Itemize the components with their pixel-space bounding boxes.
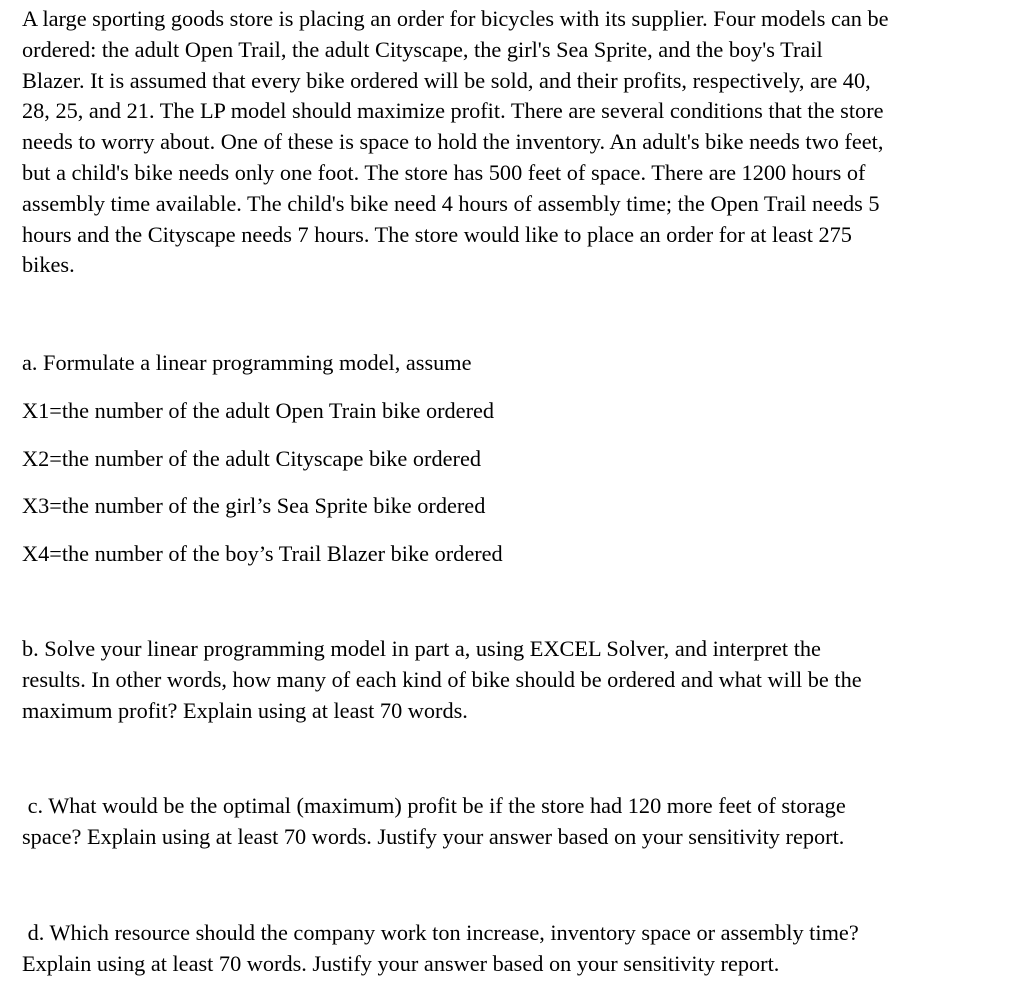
problem-statement bbox=[22, 4, 1007, 281]
problem-line: needs to worry about. One of these is space to hold the inventory. An adult's bike needs two feet, bbox=[22, 129, 884, 155]
part-a-prompt: a. Formulate a linear programming model, assume bbox=[22, 350, 472, 375]
problem-line: ordered: the adult Open Trail, the adult Cityscape, the girl's Sea Sprite, and the boy's Trail bbox=[22, 36, 823, 62]
problem-line: hours and the Cityscape needs 7 hours. The store would like to place an order for at least 275 bbox=[22, 221, 852, 247]
part-b-line: b. Solve your linear programming model in part a, using EXCEL Solver, and interpret the bbox=[22, 636, 821, 661]
problem-line: A large sporting goods store is placing an order for bicycles with its supplier. Four models can be bbox=[22, 6, 889, 31]
problem-line: but a child's bike needs only one foot. The store has 500 feet of space. There are 1200 hours of bbox=[22, 159, 866, 185]
part-c-line: space? Explain using at least 70 words. Justify your answer based on your sensitivity report. bbox=[22, 823, 845, 849]
part-b-line: maximum profit? Explain using at least 70 words. bbox=[22, 697, 468, 723]
variable-x2: X2=the number of the adult Cityscape bike ordered bbox=[22, 446, 481, 471]
part-b-question bbox=[22, 634, 1007, 726]
problem-line: Blazer. It is assumed that every bike ordered will be sold, and their profits, respectively, are 40, bbox=[22, 67, 871, 93]
problem-line: 28, 25, and 21. The LP model should maximize profit. There are several conditions that the store bbox=[22, 98, 884, 124]
variable-x4: X4=the number of the boy’s Trail Blazer bike ordered bbox=[22, 541, 503, 566]
problem-line: bikes. bbox=[22, 252, 75, 278]
part-c-question bbox=[22, 791, 1007, 853]
variable-x3: X3=the number of the girl’s Sea Sprite bike ordered bbox=[22, 493, 486, 518]
part-c-line: c. What would be the optimal (maximum) profit be if the store had 120 more feet of storage bbox=[22, 793, 846, 818]
part-b-line: results. In other words, how many of each kind of bike should be ordered and what will be the bbox=[22, 666, 862, 692]
part-d-question bbox=[22, 918, 1007, 980]
part-d-line: d. Which resource should the company work ton increase, inventory space or assembly time? bbox=[22, 920, 859, 945]
variable-x1: X1=the number of the adult Open Train bike ordered bbox=[22, 398, 495, 423]
problem-line: assembly time available. The child's bike need 4 hours of assembly time; the Open Trail needs 5 bbox=[22, 190, 880, 216]
part-d-line: Explain using at least 70 words. Justify your answer based on your sensitivity report. bbox=[22, 950, 780, 976]
